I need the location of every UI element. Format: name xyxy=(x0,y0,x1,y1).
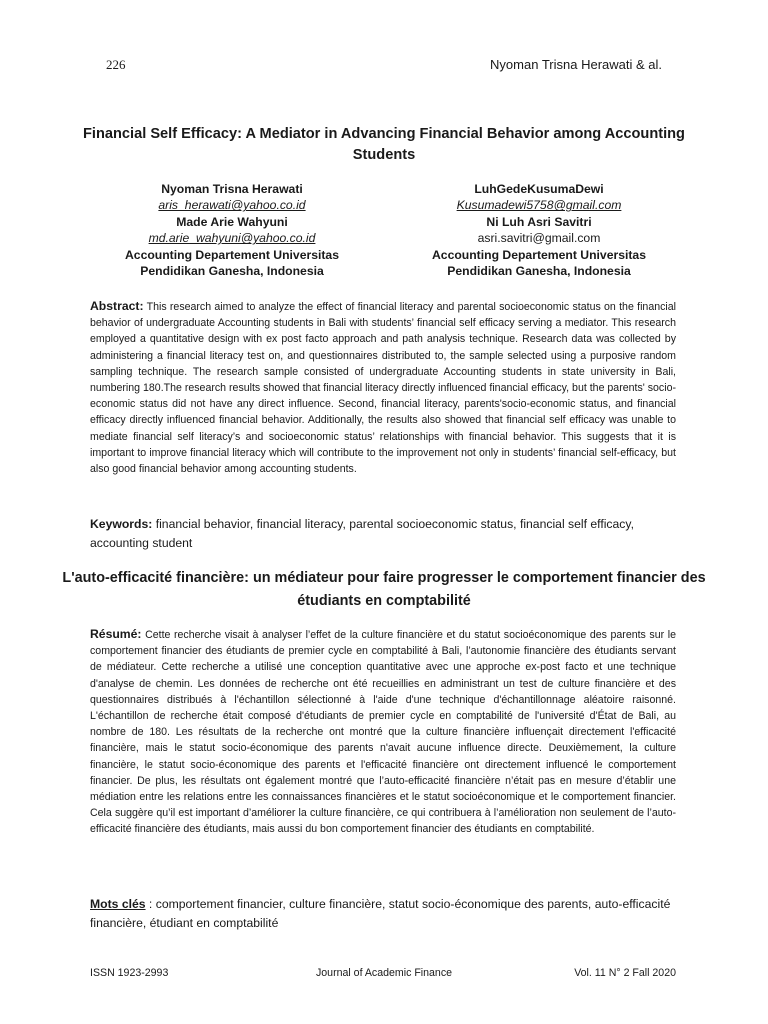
keywords xyxy=(90,515,676,553)
author-affiliation: Accounting Departement Universitas xyxy=(431,247,646,262)
mots-cles xyxy=(90,895,676,933)
author-email: asri.savitri@gmail.com xyxy=(477,231,601,246)
author-affiliation: Accounting Departement Universitas xyxy=(124,247,339,262)
mots-cles-separator: : xyxy=(145,897,156,911)
author-name: LuhGedeKusumaDewi xyxy=(474,182,604,196)
author-name: Made Arie Wahyuni xyxy=(176,214,288,229)
mots-cles-text: comportement financier, culture financière, statut socio-économique des parents, auto-efficacité financière, étudiant en comptabilité xyxy=(90,897,671,930)
footer-volume: Vol. 11 N° 2 Fall 2020 xyxy=(574,967,676,979)
running-header: Nyoman Trisna Herawati & al. xyxy=(490,57,662,72)
mots-cles-label: Mots clés xyxy=(90,897,146,911)
abstract-text: This research aimed to analyze the effect of financial literacy and parental socioeconomic status on the financial behavior of undergraduate Accounting students in Bali with students’ financial self efficacy serving a mediator. This research employed a quantitative design with ex post facto approach and path analysis technique. Research data was collected by administering a financial literacy test on, and questionnaires distributed to, the sample selected using a purposive random sampling technique. The research sample consisted of undergraduate Accounting students in state university in Bali, numbering 180.The research results showed that financial literacy directly influenced financial efficacy, but the parents' socio-economic status did not have any direct influence. Second, financial literacy, parents'socio-economic status, and financial efficacy directly influenced financial behavior. Additionally, the results also showed that financial self efficacy was unable to mediate financial self literacy’s and socioeconomic status’ relationships with financial behavior. This suggests that it is important to improve financial literacy which will contribute to the improvement not only in students’ financial self-efficacy, but also good financial behavior among accounting students. xyxy=(90,301,676,476)
author-email-link[interactable]: aris_herawati@yahoo.co.id xyxy=(158,198,306,213)
keywords-label: Keywords: xyxy=(90,517,153,531)
footer-issn: ISSN 1923-2993 xyxy=(90,967,169,979)
author-name: Ni Luh Asri Savitri xyxy=(486,214,592,229)
author-affiliation: Pendidikan Ganesha, Indonesia xyxy=(140,264,324,279)
keywords-text: financial behavior, financial literacy, parental socioeconomic status, financial self efficacy, accounting student xyxy=(90,517,634,550)
author-name: Nyoman Trisna Herawati xyxy=(161,182,303,196)
author-affiliation: Pendidikan Ganesha, Indonesia xyxy=(447,264,631,279)
resume-text: Cette recherche visait à analyser l’effet de la culture financière et du statut socioéconomique des parents sur le comportement financier des étudiants de premier cycle en comptabilité à Bali, l’autonomie financière des étudiants servant de médiateur. Cette recherche a utilisé une conception quantitative avec une approche ex-post facto et une technique d'analyse de chemin. Les données de recherche ont été recueillies en administrant un test de culture financière et des questionnaires distribués à l'échantillon sélectionné à l'aide d'une technique d'échantillonnage aléatoire raisonné. L'échantillon de recherche était composé d'étudiants de premier cycle en comptabilité de l'université d'État de Bali, au nombre de 180. Les résultats de la recherche ont montré que la culture financière influençait directement l'efficacité financière, mais le statut socio-économique des parents n'avait aucune influence directe. Deuxièmement, la culture financière, le statut socio-économique des parents et l'efficacité financière ont directement influencé le comportement financier. De plus, les résultats ont également montré que l’auto-efficacité financière n’était pas en mesure d’établir une médiation entre les relations entre les connaissances financières et le statut socioéconomique et le comportement financier. Cela suggère qu’il est important d’améliorer la culture financière, ce qui contribuera à l’amélioration non seulement de l’auto-efficacité financière des étudiants, mais aussi du bon comportement financier des étudiants en comptabilité. xyxy=(90,629,676,836)
resume xyxy=(90,626,676,838)
page-number: 226 xyxy=(106,57,126,72)
footer-journal: Journal of Academic Finance xyxy=(315,967,453,979)
paper-title: Financial Self Efficacy: A Mediator in Advancing Financial Behavior among Accounting Students xyxy=(83,126,685,163)
resume-label: Résumé: xyxy=(90,627,142,641)
author-block-right xyxy=(396,181,682,279)
abstract-label: Abstract: xyxy=(90,299,144,313)
author-block-left xyxy=(104,181,360,279)
french-title: L'auto-efficacité financière: un médiateur pour faire progresser le comportement financier des étudiants en comptabilité xyxy=(62,570,706,609)
author-email-link[interactable]: md.arie_wahyuni@yahoo.co.id xyxy=(148,231,316,246)
author-email-link[interactable]: Kusumadewi5758@gmail.com xyxy=(456,198,622,213)
abstract xyxy=(90,298,676,477)
